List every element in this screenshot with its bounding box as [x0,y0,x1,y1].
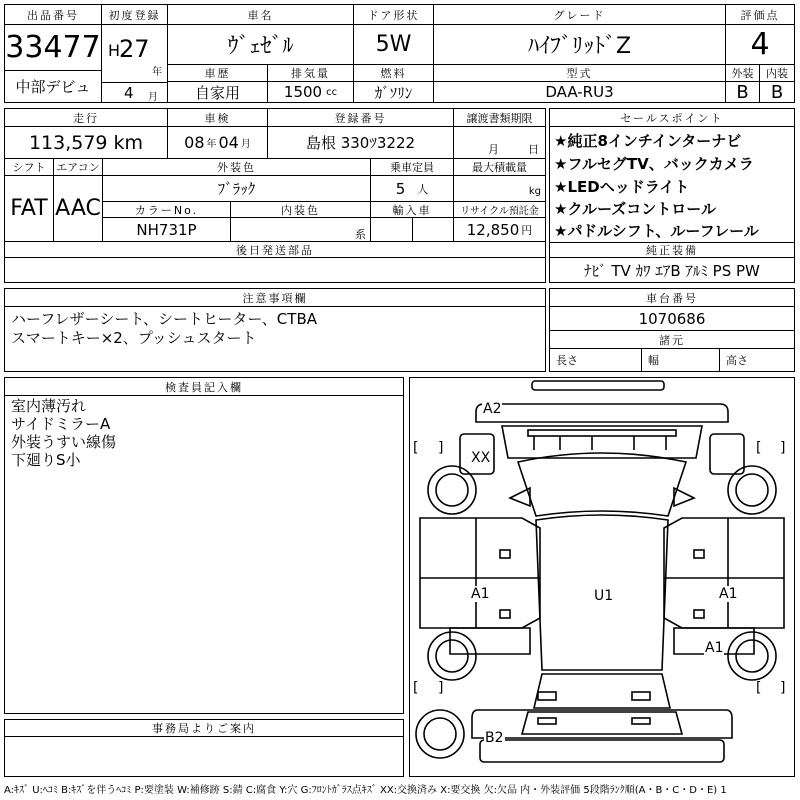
bracket-open: [ [756,680,762,696]
inspector-line: 外装うすい線傷 [11,433,117,451]
interior-header: 内装 [760,65,794,82]
bracket-close: ] [438,440,444,456]
sales-point-item: ★LEDヘッドライト [554,178,690,196]
mileage-unit: km [113,131,144,154]
grade: ﾊｲﾌﾞﾘｯﾄﾞZ [434,25,726,65]
damage-mark-a1-right: A1 [719,586,738,602]
spec-block [4,108,546,283]
recycle-unit: 円 [521,223,533,237]
reg-no-header: 登録番号 [268,109,454,127]
history: 自家用 [168,82,268,102]
score-header: 評価点 [726,5,794,25]
equipment-header: 純正装備 [550,242,794,258]
sales-point-item: ★純正8インチインターナビ [554,132,742,150]
office-header: 事務局よりご案内 [5,720,403,737]
import-header: 輸入車 [371,202,454,218]
legend-footer: A:ｷｽﾞ U:ﾍｺﾐ B:ｷｽﾞを伴うﾍｺﾐ P:要塗装 W:補修跡 S:錆 C:腐食 Y:穴 G:ﾌﾛﾝﾄｶﾞﾗｽ点ｷｽﾞ XX:交換済み X:要交換 欠:欠品 内・外装評価 5段階ﾗﾝｸ順(A・B・C・D・E) 1 [4,785,727,796]
displacement-unit: cc [326,86,338,98]
int-color-unit: 系 [355,228,366,241]
bracket-close: ] [438,680,444,696]
chassis-header: 車台番号 [550,289,794,307]
mileage-cell [5,127,168,159]
sales-point-item: ★クルーズコントロール [554,200,716,218]
fuel-header: 燃料 [354,65,434,82]
venue: 中部デビュ [5,71,102,102]
max-load-cell [454,176,545,202]
int-color-header: 内装色 [231,202,371,218]
bracket-open: [ [413,680,419,696]
notes-block [4,288,546,372]
first-reg-month-cell [102,82,168,102]
damage-mark-u1: U1 [594,588,614,604]
deadline-header: 譲渡書類期限 [454,109,545,127]
inspection-year: 08 [184,133,205,152]
note-line: ハーフレザーシート、シートヒーター、CTBA [11,310,317,328]
model-header: 型式 [434,65,726,82]
year-unit: 年 [152,67,162,78]
damage-mark-a1-right-rear: A1 [705,640,724,656]
aircon-header: エアコン [54,159,103,176]
lot-number: 33477 [5,25,102,71]
bracket-open: [ [413,440,419,456]
notes-header: 注意事項欄 [5,289,545,307]
recycle-header: リサイクル預託金 [454,202,545,218]
damage-mark-b2: B2 [485,730,504,746]
displacement: 1500 [283,83,323,101]
history-header: 車歴 [168,65,268,82]
dimensions-header: 諸元 [550,331,794,349]
first-reg-header: 初度登録 [102,5,168,25]
equipment-list: ﾅﾋﾞ TV ｶﾜ ｴｱB ｱﾙﾐ PS PW [584,261,760,280]
deadline-day-unit: 日 [528,143,539,156]
inspector-header: 検査員記入欄 [5,378,403,396]
month-unit: 月 [148,92,158,102]
import-cell-b [413,218,454,242]
inspection-header: 車検 [168,109,268,127]
ext-color-header: 外装色 [103,159,371,176]
later-parts-value [5,258,545,282]
damage-mark-a1-left: A1 [471,586,490,602]
inspection-month-unit: 月 [240,139,251,150]
car-name: ｳﾞｪｾﾞﾙ [168,25,354,65]
score: 4 [726,25,794,65]
shift-header: シフト [5,159,54,176]
recycle-fee: 12,850 [466,220,520,239]
color-code: NH731P [103,218,231,242]
length-label: 長さ [550,349,642,371]
bracket-close: ] [780,680,786,696]
bracket-open: [ [756,440,762,456]
era-prefix: H [108,41,121,60]
lot-no-header: 出品番号 [5,5,102,25]
max-load-header: 最大積載量 [454,159,545,176]
displacement-cell [268,82,354,102]
exterior-header: 外装 [726,65,760,82]
inspector-line: サイドミラーA [11,415,111,433]
exterior-grade: B [726,82,760,102]
sales-point-item: ★フルセグTV、バックカメラ [554,155,754,173]
shift: FAT [5,176,54,242]
reg-year: 27 [119,35,150,63]
int-color-cell [231,218,371,242]
mileage: 113,579 [28,131,108,154]
width-label: 幅 [642,349,720,371]
car-outline-diagram [410,378,794,776]
registration-number: 島根 330ﾂ3222 [268,127,454,159]
load-unit: kg [528,186,541,197]
capacity-header: 乗車定員 [371,159,454,176]
height-label: 高さ [726,354,748,367]
door-type: 5W [354,25,434,65]
deadline-cell [454,127,545,159]
recycle-cell [454,218,545,242]
inspector-block [4,377,404,714]
displacement-header: 排気量 [268,65,354,82]
inspector-line: 下廻りS小 [11,451,81,469]
capacity: 5 [395,179,406,198]
inspector-line: 室内薄汚れ [11,397,87,415]
first-reg-year-cell [102,25,168,82]
mileage-header: 走行 [5,109,168,127]
office-block [4,719,404,777]
door-type-header: ドア形状 [354,5,434,25]
note-line: スマートキー×2、プッシュスタート [11,329,257,347]
sales-point-item: ★パドルシフト、ルーフレール [554,222,759,240]
chassis-number: 1070686 [550,307,794,331]
import-cell-a [371,218,413,242]
aircon: AAC [54,176,103,242]
grade-header: グレード [434,5,726,25]
ext-color: ﾌﾞﾗｯｸ [103,176,371,202]
header-block [4,4,795,103]
later-parts-header: 後日発送部品 [5,242,545,258]
fuel: ｶﾞｿﾘﾝ [354,82,434,102]
car-diagram [409,377,795,777]
reg-month: 4 [124,84,134,102]
color-no-header: カラーNo. [103,202,231,218]
damage-mark-xx: XX [471,450,491,466]
sales-points-block [549,108,795,283]
capacity-cell [371,176,454,202]
bracket-close: ] [780,440,786,456]
deadline-month-unit: 月 [488,143,499,156]
chassis-block [549,288,795,372]
model-code: DAA-RU3 [434,82,726,102]
inspection-year-unit: 年 [206,139,217,150]
inspection-month: 04 [218,133,239,152]
car-name-header: 車名 [168,5,354,25]
inspection-cell [168,127,268,159]
interior-grade: B [770,82,784,102]
sales-points-header: セールスポイント [550,109,794,127]
damage-mark-a2: A2 [483,401,502,417]
capacity-unit: 人 [417,182,429,196]
